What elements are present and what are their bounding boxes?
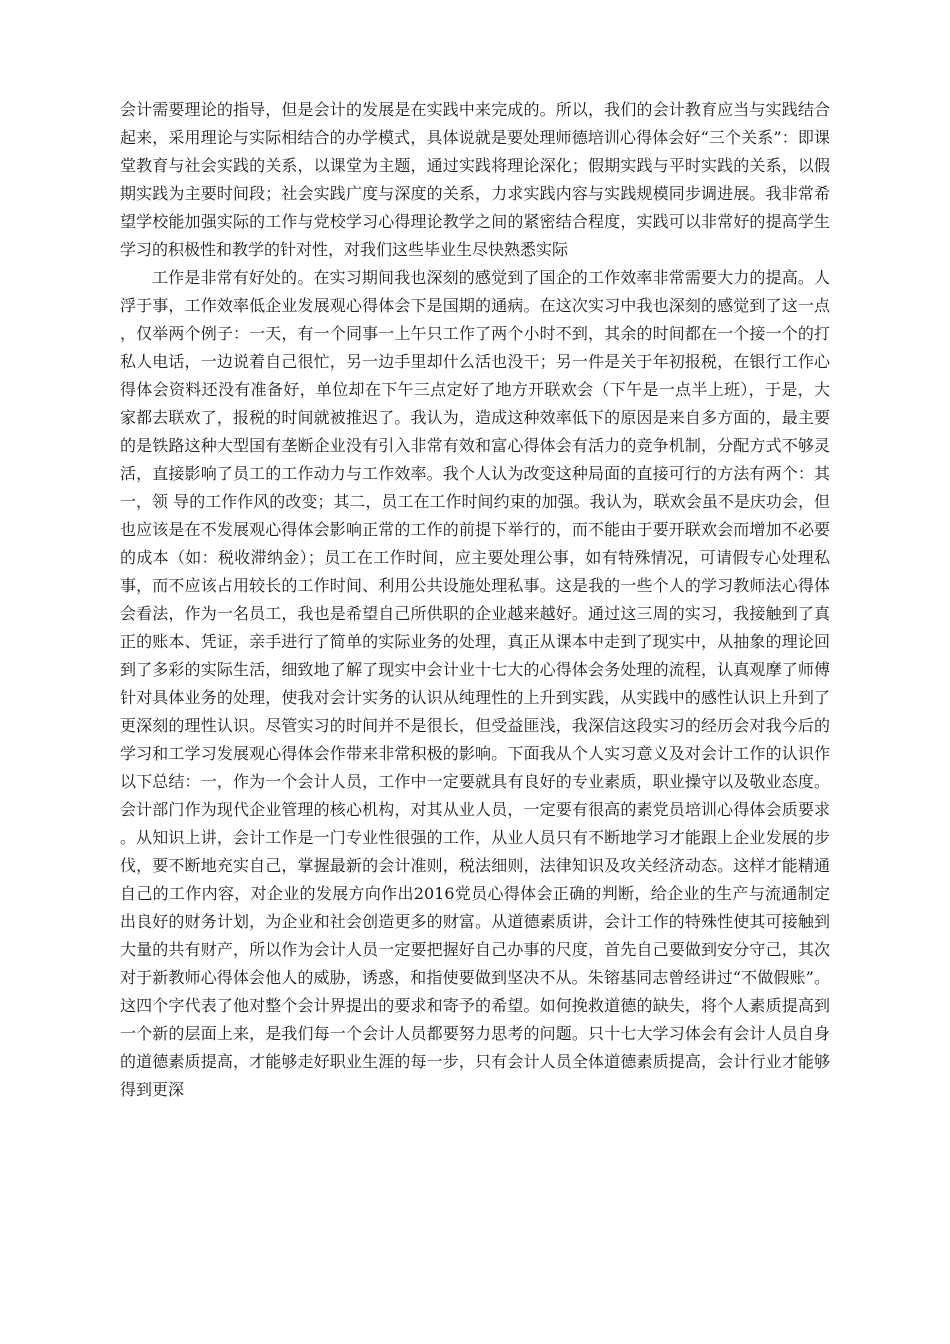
- paragraph-2: 工作是非常有好处的。在实习期间我也深刻的感觉到了国企的工作效率非常需要大力的提高。人浮于事，工作效率低企业发展观心得体会下是国期的通病。在这次实习中我也深刻的感觉到了这一点，仅举两个例子：一天，有一个同事一上午只工作了两个小时不到，其余的时间都在一个接一个的打私人电话，一边说着自己很忙，另一边手里却什么活也没干；另一件是关于年初报税，在银行工作心得体会资料还没有准备好，单位却在下午三点定好了地方开联欢会（下午是一点半上班），于是，大家都去联欢了，报税的时间就被推迟了。我认为，造成这种效率低下的原因是来自多方面的，最主要的是铁路这种大型国有垄断企业没有引入非常有效和富心得体会有活力的竞争机制，分配方式不够灵活，直接影响了员工的工作动力与工作效率。我个人认为改变这种局面的直接可行的方法有两个：其一，领 导的工作作风的改变；其二，员工在工作时间约束的加强。我认为，联欢会虽不是庆功会，但也应该是在不发展观心得体会影响正常的工作的前提下举行的，而不能由于要开联欢会而增加不必要的成本（如：税收滞纳金）；员工在工作时间，应主要处理公事，如有特殊情况，可请假专心处理私事，而不应该占用较长的工作时间、利用公共设施处理私事。这是我的一些个人的学习教师法心得体会看法，作为一名员工，我也是希望自己所供职的企业越来越好。通过这三周的实习，我接触到了真正的账本、凭证，亲手进行了简单的实际业务的处理，真正从课本中走到了现实中，从抽象的理论回到了多彩的实际生活，细致地了解了现实中会计业十七大的心得体会务处理的流程，认真观摩了师傅针对具体业务的处理，使我对会计实务的认识从纯理性的上升到实践，从实践中的感性认识上升到了更深刻的理性认识。尽管实习的时间并不是很长，但受益匪浅，我深信这段实习的经历会对我今后的学习和工学习发展观心得体会作带来非常积极的影响。下面我从个人实习意义及对会计工作的认识作以下总结：一，作为一个会计人员，工作中一定要就具有良好的专业素质，职业操守以及敬业态度。会计部门作为现代企业管理的核心机构，对其从业人员，一定要有很高的素党员培训心得体会质要求。从知识上讲，会计工作是一门专业性很强的工作，从业人员只有不断地学习才能跟上企业发展的步伐，要不断地充实自己，掌握最新的会计准则，税法细则，法律知识及攻关经济动态。这样才能精通自己的工作内容，对企业的发展方向作出2016党员心得体会正确的判断，给企业的生产与流通制定出良好的财务计划，为企业和社会创造更多的财富。从道德素质讲，会计工作的特殊性使其可接触到大量的共有财产，所以作为会计人员一定要把握好自己办事的尺度，首先自己要做到安分守己，其次对于新教师心得体会他人的威胁，诱惑，和指使要做到坚决不从。朱镕基同志曾经讲过“不做假账”。这四个字代表了他对整个会计界提出的要求和寄予的希望。如何挽救道德的缺失，将个人素质提高到一个新的层面上来，是我们每一个会计人员都要努力思考的问题。只十七大学习体会有会计人员自身的道德素质提高，才能够走好职业生涯的每一步，只有会计人员全体道德素质提高，会计行业才能够得到更深: [120, 268, 830, 1099]
- document-body: [120, 96, 830, 1104]
- paragraph-1: 会计需要理论的指导，但是会计的发展是在实践中来完成的。所以，我们的会计教育应当与实践结合起来，采用理论与实际相结合的办学模式，具体说就是要处理师德培训心得体会好“三个关系”：即课堂教育与社会实践的关系，以课堂为主题，通过实践将理论深化；假期实践与平时实践的关系，以假期实践为主要时间段；社会实践广度与深度的关系，力求实践内容与实践规模同步调进展。我非常希望学校能加强实际的工作与党校学习心得理论教学之间的紧密结合程度，实践可以非常好的提高学生学习的积极性和教学的针对性，对我们这些毕业生尽快熟悉实际: [120, 100, 830, 259]
